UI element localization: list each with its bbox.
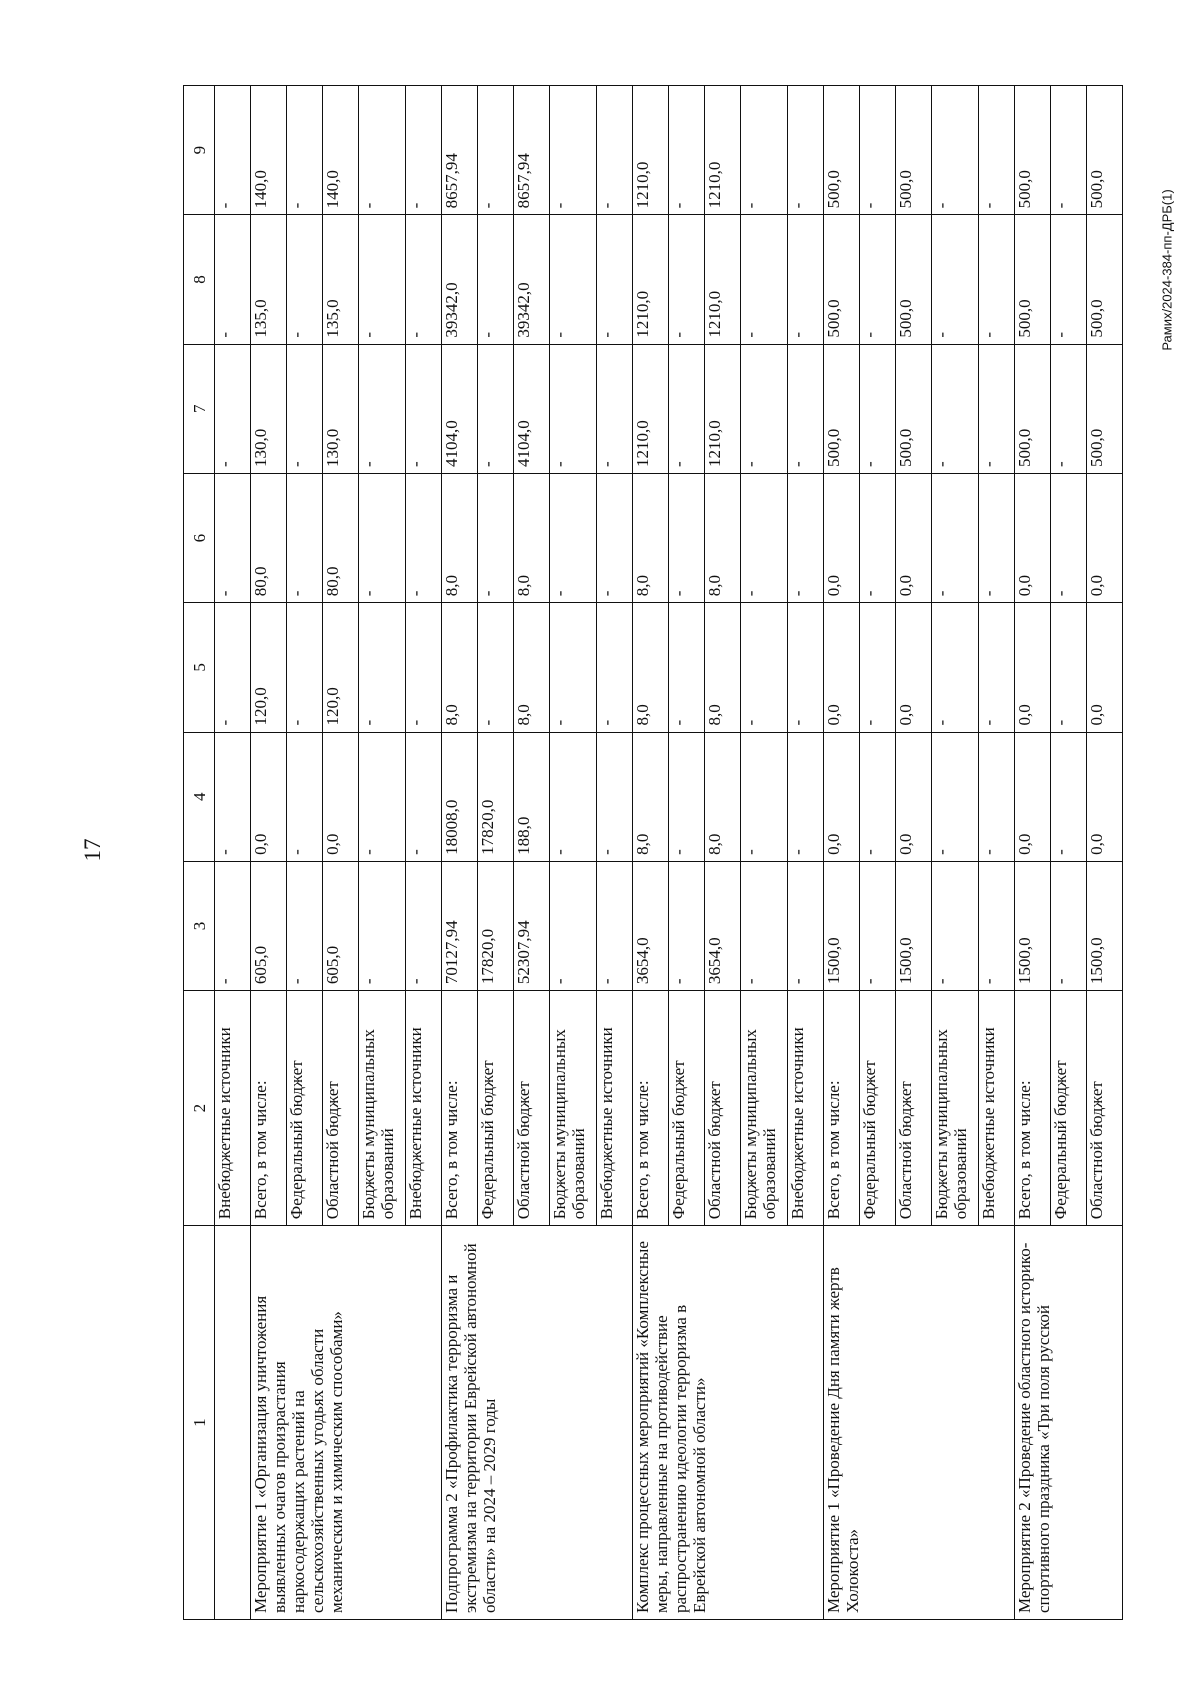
cell-value: 500,0 <box>1087 344 1123 473</box>
cell-value: 500,0 <box>896 86 932 215</box>
cell-value: 500,0 <box>1015 215 1051 344</box>
cell-value: - <box>287 861 323 990</box>
cell-value: - <box>215 344 251 473</box>
cell-value: 8657,94 <box>442 86 478 215</box>
cell-value: 17820,0 <box>478 732 514 861</box>
cell-value: 0,0 <box>323 732 359 861</box>
cell-value: - <box>1051 732 1087 861</box>
cell-value: 3654,0 <box>633 861 669 990</box>
cell-value: - <box>550 215 597 344</box>
table-row <box>215 86 251 1620</box>
cell-value: - <box>669 732 705 861</box>
cell-value: - <box>359 603 406 732</box>
cell-value: - <box>287 215 323 344</box>
cell-value: 1210,0 <box>633 86 669 215</box>
cell-value: - <box>550 473 597 602</box>
cell-value: - <box>406 861 442 990</box>
cell-value: 4104,0 <box>442 344 478 473</box>
cell-value: - <box>979 603 1015 732</box>
cell-value: - <box>478 86 514 215</box>
cell-source: Всего, в том числе: <box>824 991 860 1226</box>
cell-value: - <box>741 86 788 215</box>
cell-value: 52307,94 <box>514 861 550 990</box>
cell-value: - <box>788 215 824 344</box>
cell-value: - <box>215 861 251 990</box>
cell-value: - <box>979 86 1015 215</box>
cell-source: Областной бюджет <box>705 991 741 1226</box>
cell-value: 80,0 <box>323 473 359 602</box>
cell-value: 130,0 <box>323 344 359 473</box>
cell-value: 1210,0 <box>705 215 741 344</box>
cell-value: 0,0 <box>896 603 932 732</box>
cell-value: - <box>788 86 824 215</box>
cell-source: Федеральный бюджет <box>669 991 705 1226</box>
header-row <box>184 86 215 1620</box>
cell-value: 500,0 <box>1015 86 1051 215</box>
cell-value: 3654,0 <box>705 861 741 990</box>
cell-value: - <box>215 215 251 344</box>
cell-value: - <box>359 215 406 344</box>
cell-value: - <box>669 473 705 602</box>
budget-table <box>183 85 1123 1620</box>
cell-value: 1210,0 <box>633 215 669 344</box>
col-header: 1 <box>184 1226 215 1620</box>
col-header: 5 <box>184 603 215 732</box>
cell-value: - <box>860 861 896 990</box>
cell-source: Областной бюджет <box>514 991 550 1226</box>
cell-value: - <box>932 86 979 215</box>
cell-source: Областной бюджет <box>896 991 932 1226</box>
cell-source: Всего, в том числе: <box>251 991 287 1226</box>
cell-value: 1500,0 <box>1015 861 1051 990</box>
cell-value: - <box>359 861 406 990</box>
cell-value: 500,0 <box>824 86 860 215</box>
cell-value: 0,0 <box>1087 473 1123 602</box>
cell-value: 8,0 <box>514 603 550 732</box>
cell-value: - <box>287 344 323 473</box>
cell-value: 0,0 <box>1087 603 1123 732</box>
cell-value: 1210,0 <box>705 86 741 215</box>
cell-value: - <box>478 215 514 344</box>
cell-value: 500,0 <box>824 344 860 473</box>
cell-value: - <box>741 732 788 861</box>
cell-value: 8,0 <box>633 732 669 861</box>
cell-value: - <box>597 86 633 215</box>
cell-value: - <box>669 344 705 473</box>
cell-value: 500,0 <box>1087 215 1123 344</box>
cell-value: - <box>860 473 896 602</box>
cell-value: 17820,0 <box>478 861 514 990</box>
cell-value: 0,0 <box>824 732 860 861</box>
cell-program: Комплекс процессных мероприятий «Комплексные меры, направленные на противодействие распространению идеологии терроризма в Еврейской автономной области» <box>633 1226 824 1620</box>
cell-value: - <box>215 86 251 215</box>
cell-value: - <box>741 603 788 732</box>
cell-value: - <box>359 344 406 473</box>
page-number: 17 <box>80 838 105 862</box>
cell-value: 0,0 <box>1015 473 1051 602</box>
cell-value: 0,0 <box>824 473 860 602</box>
cell-value: - <box>215 732 251 861</box>
cell-value: - <box>287 603 323 732</box>
cell-value: 8,0 <box>633 603 669 732</box>
cell-value: 0,0 <box>896 473 932 602</box>
cell-value: 0,0 <box>1015 603 1051 732</box>
cell-value: 140,0 <box>251 86 287 215</box>
cell-value: - <box>1051 473 1087 602</box>
cell-value: - <box>979 861 1015 990</box>
cell-value: 135,0 <box>251 215 287 344</box>
table-row <box>251 86 287 1620</box>
cell-value: 135,0 <box>323 215 359 344</box>
cell-value: 0,0 <box>824 603 860 732</box>
cell-source: Федеральный бюджет <box>287 991 323 1226</box>
cell-value: - <box>669 861 705 990</box>
col-header: 3 <box>184 861 215 990</box>
cell-value: - <box>860 86 896 215</box>
cell-value: - <box>860 215 896 344</box>
cell-value: 8,0 <box>705 473 741 602</box>
cell-program: Мероприятие 1 «Организация уничтожения выявленных очагов произрастания наркосодержащих растений на сельскохозяйственных угодьях области механическим и химическим способами» <box>251 1226 442 1620</box>
cell-value: 8,0 <box>442 473 478 602</box>
cell-value: - <box>406 473 442 602</box>
cell-value: - <box>741 344 788 473</box>
cell-source: Всего, в том числе: <box>1015 991 1051 1226</box>
cell-value: - <box>597 215 633 344</box>
cell-value: 1210,0 <box>705 344 741 473</box>
cell-source: Всего, в том числе: <box>442 991 478 1226</box>
cell-value: 8,0 <box>442 603 478 732</box>
cell-value: - <box>788 603 824 732</box>
table-row <box>633 86 669 1620</box>
cell-source: Внебюджетные источники <box>597 991 633 1226</box>
cell-value: 8,0 <box>633 473 669 602</box>
cell-value: 188,0 <box>514 732 550 861</box>
cell-value: 8,0 <box>514 473 550 602</box>
cell-value: 130,0 <box>251 344 287 473</box>
cell-value: 1500,0 <box>824 861 860 990</box>
cell-value: - <box>406 86 442 215</box>
cell-value: - <box>406 603 442 732</box>
cell-value: - <box>741 861 788 990</box>
cell-value: 8,0 <box>705 732 741 861</box>
cell-value: - <box>932 603 979 732</box>
cell-value: - <box>550 732 597 861</box>
cell-value: - <box>215 603 251 732</box>
cell-value: - <box>860 344 896 473</box>
cell-value: - <box>597 861 633 990</box>
cell-value: - <box>788 344 824 473</box>
cell-value: 0,0 <box>896 732 932 861</box>
cell-value: - <box>597 473 633 602</box>
cell-value: 0,0 <box>1015 732 1051 861</box>
cell-value: - <box>597 603 633 732</box>
cell-value: 120,0 <box>251 603 287 732</box>
cell-value: 0,0 <box>251 732 287 861</box>
cell-source: Областной бюджет <box>323 991 359 1226</box>
cell-value: - <box>932 732 979 861</box>
cell-value: 70127,94 <box>442 861 478 990</box>
cell-source: Внебюджетные источники <box>215 991 251 1226</box>
cell-value: - <box>478 603 514 732</box>
cell-value: - <box>932 473 979 602</box>
cell-source: Федеральный бюджет <box>1051 991 1087 1226</box>
cell-value: - <box>1051 86 1087 215</box>
cell-value: 4104,0 <box>514 344 550 473</box>
cell-value: - <box>741 215 788 344</box>
cell-value: 1500,0 <box>1087 861 1123 990</box>
cell-value: - <box>1051 344 1087 473</box>
cell-value: 500,0 <box>896 215 932 344</box>
cell-program: Подпрограмма 2 «Профилактика терроризма и экстремизма на территории Еврейской автономной области» на 2024 – 2029 годы <box>442 1226 633 1620</box>
cell-value: - <box>1051 603 1087 732</box>
cell-value: - <box>287 473 323 602</box>
cell-value: - <box>788 473 824 602</box>
cell-value: - <box>287 732 323 861</box>
cell-value: 500,0 <box>1087 86 1123 215</box>
cell-value: - <box>1051 861 1087 990</box>
cell-value: - <box>979 732 1015 861</box>
cell-program <box>215 1226 251 1620</box>
cell-source: Бюджеты муниципальных образований <box>932 991 979 1226</box>
cell-value: - <box>597 344 633 473</box>
cell-value: - <box>406 344 442 473</box>
cell-value: - <box>287 86 323 215</box>
cell-source: Федеральный бюджет <box>478 991 514 1226</box>
cell-value: - <box>932 215 979 344</box>
cell-value: - <box>478 344 514 473</box>
cell-source: Внебюджетные источники <box>788 991 824 1226</box>
cell-value: 500,0 <box>824 215 860 344</box>
cell-value: - <box>669 603 705 732</box>
cell-value: - <box>359 473 406 602</box>
cell-source: Бюджеты муниципальных образований <box>741 991 788 1226</box>
cell-value: - <box>359 86 406 215</box>
cell-value: - <box>669 215 705 344</box>
cell-program: Мероприятие 2 «Проведение областного историко-спортивного праздника «Три поля русской <box>1015 1226 1123 1620</box>
cell-value: 605,0 <box>251 861 287 990</box>
cell-value: - <box>979 473 1015 602</box>
col-header: 8 <box>184 215 215 344</box>
cell-value: 8657,94 <box>514 86 550 215</box>
cell-value: 500,0 <box>896 344 932 473</box>
cell-value: - <box>1051 215 1087 344</box>
cell-source: Федеральный бюджет <box>860 991 896 1226</box>
cell-value: - <box>550 344 597 473</box>
cell-value: - <box>979 344 1015 473</box>
cell-value: 8,0 <box>705 603 741 732</box>
table-row <box>442 86 478 1620</box>
cell-value: - <box>932 344 979 473</box>
cell-source: Внебюджетные источники <box>406 991 442 1226</box>
cell-value: 500,0 <box>1015 344 1051 473</box>
cell-value: - <box>788 861 824 990</box>
cell-value: - <box>215 473 251 602</box>
cell-value: 18008,0 <box>442 732 478 861</box>
cell-value: - <box>741 473 788 602</box>
cell-source: Бюджеты муниципальных образований <box>550 991 597 1226</box>
cell-source: Внебюджетные источники <box>979 991 1015 1226</box>
cell-value: - <box>550 603 597 732</box>
cell-value: - <box>550 861 597 990</box>
col-header: 4 <box>184 732 215 861</box>
table-row <box>824 86 860 1620</box>
cell-value: - <box>669 86 705 215</box>
col-header: 2 <box>184 991 215 1226</box>
col-header: 7 <box>184 344 215 473</box>
cell-value: 1210,0 <box>633 344 669 473</box>
cell-value: - <box>788 732 824 861</box>
document-code: Рамих/2024-384-пп-ДРБ(1) <box>1159 189 1175 351</box>
table-row <box>1015 86 1051 1620</box>
cell-value: - <box>406 732 442 861</box>
cell-value: 0,0 <box>1087 732 1123 861</box>
cell-value: - <box>860 603 896 732</box>
cell-source: Бюджеты муниципальных образований <box>359 991 406 1226</box>
cell-program: Мероприятие 1 «Проведение Дня памяти жертв Холокоста» <box>824 1226 1015 1620</box>
cell-value: 120,0 <box>323 603 359 732</box>
cell-value: 39342,0 <box>442 215 478 344</box>
cell-value: - <box>478 473 514 602</box>
cell-value: 39342,0 <box>514 215 550 344</box>
cell-value: - <box>359 732 406 861</box>
cell-value: - <box>550 86 597 215</box>
cell-value: - <box>406 215 442 344</box>
cell-value: 80,0 <box>251 473 287 602</box>
cell-source: Областной бюджет <box>1087 991 1123 1226</box>
col-header: 6 <box>184 473 215 602</box>
budget-table-rotated <box>183 85 1106 1620</box>
cell-value: - <box>860 732 896 861</box>
cell-value: 1500,0 <box>896 861 932 990</box>
cell-value: 605,0 <box>323 861 359 990</box>
cell-value: - <box>979 215 1015 344</box>
cell-value: 140,0 <box>323 86 359 215</box>
cell-value: - <box>597 732 633 861</box>
cell-source: Всего, в том числе: <box>633 991 669 1226</box>
cell-value: - <box>932 861 979 990</box>
col-header: 9 <box>184 86 215 215</box>
